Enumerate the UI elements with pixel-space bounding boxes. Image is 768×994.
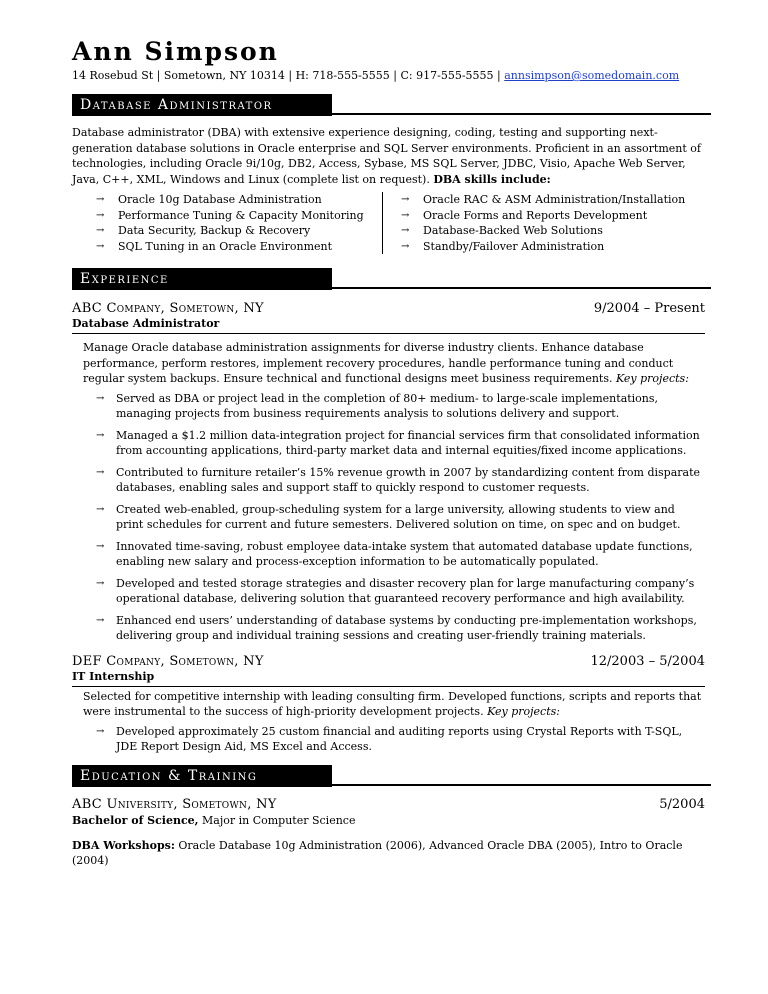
email-link[interactable]: annsimpson@somedomain.com — [504, 69, 680, 82]
section-rule — [332, 287, 711, 289]
job-bullet: → Innovated time-saving, robust employee data-intake system that automated database update functions, enabling new salary and process-exception information to be automatically populated. — [83, 539, 705, 570]
job-bullet: → Developed and tested storage strategies and disaster recovery plan for large manufacturing company’s operational database, delivering solution that guaranteed recovery performance and high availability. — [83, 576, 705, 607]
job-bullet: → Created web-enabled, group-scheduling system for a large university, allowing students to view and print schedules for current and future semesters. Delivered solution on time, on spec and on budget. — [83, 502, 705, 533]
job-bullets — [83, 724, 705, 755]
job-description — [83, 340, 705, 387]
job-description-text: Manage Oracle database administration assignments for diverse industry clients. Enhance database performance, perform restores, implement recovery procedures, handle performance tuning and conduct regular system backups. Ensure technical and functional designs meet business requirements. — [83, 341, 674, 385]
skill-item: → Performance Tuning & Capacity Monitoring — [72, 208, 382, 224]
skills-left-list — [72, 192, 383, 254]
education-entry — [72, 797, 705, 868]
school-name: ABC University, Sometown, NY — [72, 796, 277, 812]
section-header-dba — [72, 94, 705, 116]
job-header — [72, 654, 705, 670]
skill-item: → Oracle Forms and Reports Development — [383, 208, 685, 224]
job-description — [83, 689, 705, 720]
summary-text: Database administrator (DBA) with extensive experience designing, coding, testing and supporting next-generation database solutions in Oracle enterprise and SQL Server environments. Proficient in an assortment of technologies, including Oracle 9i/10g, DB2, Access, Sybase, MS SQL Server, JDBC, Visio, Apache Web Server, Java, C++, XML, Windows and Linux (complete list on request). — [72, 126, 701, 186]
contact-details: 14 Rosebud St | Sometown, NY 10314 | H: 718-555-5555 | C: 917-555-5555 | — [72, 69, 505, 82]
key-projects-label: Key projects: — [615, 372, 689, 385]
contact-line — [72, 68, 705, 84]
job-description-text: Selected for competitive internship with leading consulting firm. Developed functions, scripts and reports that were instrumental to the success of high-priority development projects. — [83, 689, 702, 718]
school-header — [72, 797, 705, 813]
job-body — [72, 689, 705, 755]
skill-item: → Database-Backed Web Solutions — [383, 223, 685, 239]
workshops-list: Oracle Database 10g Administration (2006), Advanced Oracle DBA (2005), Intro to Oracle (2004) — [72, 838, 683, 867]
job-title: IT Internship — [72, 670, 705, 687]
skills-columns — [72, 192, 705, 254]
section-header-education — [72, 765, 705, 787]
job-entry — [72, 301, 705, 644]
job-bullet: → Managed a $1.2 million data-integration project for financial services firm that consolidated information from accounting applications, third-party market data and internal equities/fixed income applications. — [83, 428, 705, 459]
job-body — [72, 340, 705, 644]
workshops-line — [72, 838, 705, 868]
degree-line — [72, 813, 705, 828]
degree-label: Bachelor of Science, — [72, 813, 199, 827]
job-bullets — [83, 391, 705, 644]
section-header-experience — [72, 268, 705, 290]
section-title: Education & Training — [80, 767, 258, 784]
section-title: Experience — [80, 271, 169, 287]
job-bullet: → Developed approximately 25 custom financial and auditing reports using Crystal Reports with T-SQL, JDE Report Design Aid, MS Excel and Access. — [83, 724, 705, 755]
skill-item: → Standby/Failover Administration — [383, 239, 685, 255]
skill-item: → SQL Tuning in an Oracle Environment — [72, 239, 382, 255]
job-dates: 9/2004 – Present — [593, 301, 705, 316]
section-rule — [332, 113, 711, 115]
section-rule — [332, 784, 711, 786]
summary-paragraph — [72, 125, 705, 187]
workshops-label: DBA Workshops: — [72, 838, 175, 852]
job-bullet: → Served as DBA or project lead in the completion of 80+ medium- to large-scale implementations, managing projects from business requirements analysis to solutions delivery and support. — [83, 391, 705, 422]
company-name: DEF Company, Sometown, NY — [72, 653, 264, 669]
job-bullet: → Contributed to furniture retailer’s 15% revenue growth in 2007 by standardizing content from disparate databases, enabling sales and support staff to quickly respond to customer requests. — [83, 465, 705, 496]
job-bullet: → Enhanced end users’ understanding of database systems by conducting pre-implementation workshops, delivering group and individual training sessions and creating user-friendly training materials. — [83, 613, 705, 644]
degree-major: Major in Computer Science — [198, 813, 356, 827]
key-projects-label: Key projects: — [487, 705, 560, 718]
job-title: Database Administrator — [72, 317, 705, 334]
job-entry — [72, 654, 705, 755]
graduation-date: 5/2004 — [659, 796, 705, 812]
job-header — [72, 301, 705, 317]
resume-page — [72, 36, 705, 868]
candidate-name: Ann Simpson — [72, 37, 279, 66]
company-name: ABC Company, Sometown, NY — [72, 301, 264, 316]
skill-item: → Oracle RAC & ASM Administration/Installation — [383, 192, 685, 208]
section-title: Database Administrator — [80, 97, 273, 113]
skills-label: DBA skills include: — [433, 172, 551, 186]
job-dates: 12/2003 – 5/2004 — [590, 653, 705, 669]
skill-item: → Data Security, Backup & Recovery — [72, 223, 382, 239]
skill-item: → Oracle 10g Database Administration — [72, 192, 382, 208]
skills-right-list — [383, 192, 685, 254]
